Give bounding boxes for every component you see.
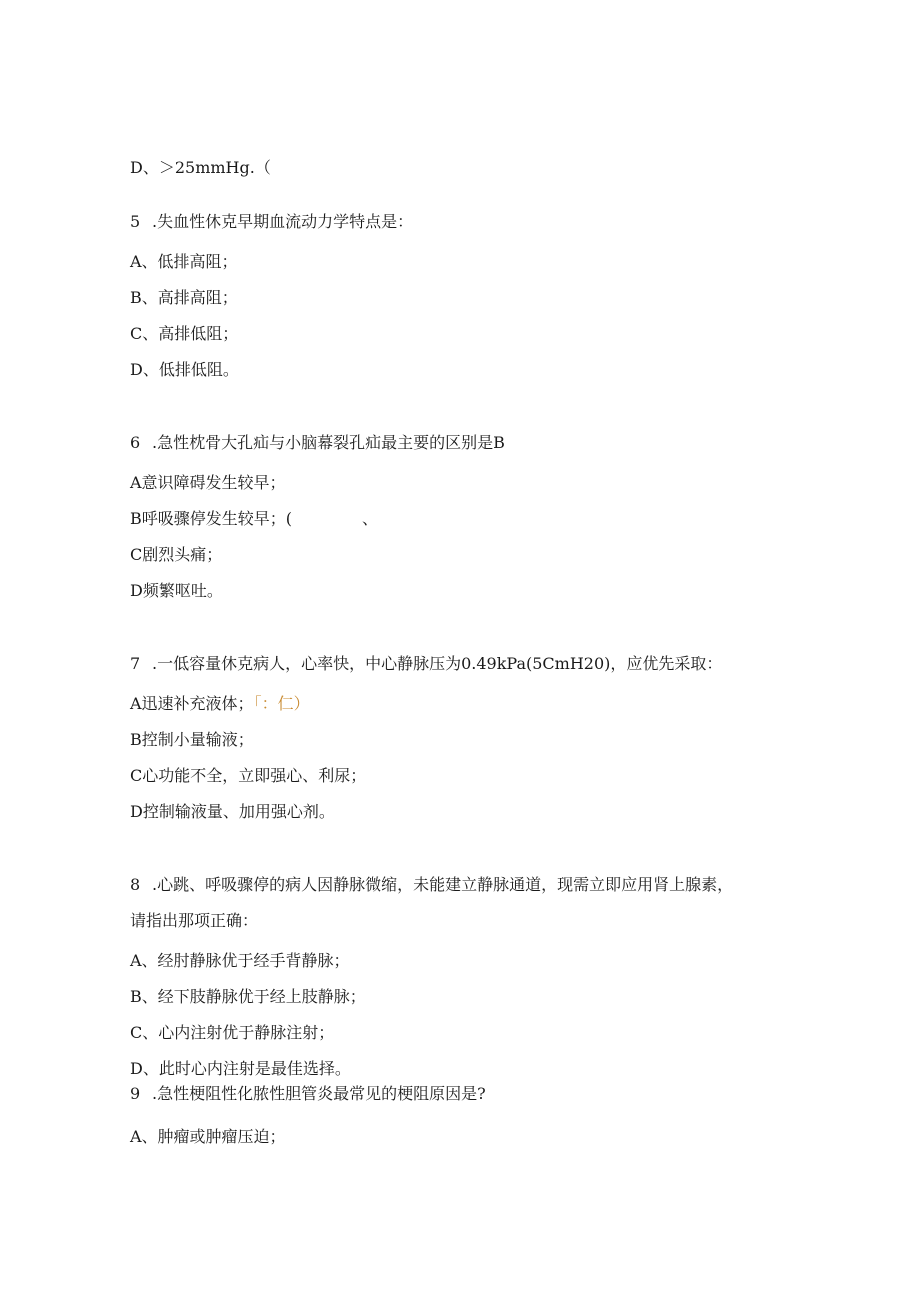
question-5-option-b: B、高排高阻； — [130, 288, 238, 307]
question-7-option-c: C心功能不全，立即强心、利尿； — [130, 766, 367, 785]
question-8-option-d: D、此时心内注射是最佳选择。 — [130, 1059, 351, 1078]
question-text: .急性梗阻性化脓性胆管炎最常见的梗阻原因是? — [152, 1084, 486, 1103]
option-mark: 、 — [362, 509, 379, 528]
question-6-option-c: C剧烈头痛； — [130, 545, 223, 564]
question-6-stem — [130, 433, 505, 453]
question-number: 5 — [130, 212, 141, 231]
question-text: .心跳、呼吸骤停的病人因静脉微缩，未能建立静脉通道，现需立即应用肾上腺素， — [152, 875, 734, 894]
question-5-option-d: D、低排低阻。 — [130, 360, 239, 379]
question-text: .一低容量休克病人，心率快，中心静脉压为0.49kPa(5CmH20)，应优先采取： — [152, 654, 723, 673]
question-number: 7 — [130, 654, 141, 673]
question-number: 8 — [130, 875, 141, 894]
question-4-option-d: D、＞25mmHg.（ — [130, 158, 271, 177]
question-5-stem — [130, 212, 413, 232]
question-7-option-d: D控制输液量、加用强心剂。 — [130, 802, 335, 821]
question-6-option-d: D频繁呕吐。 — [130, 581, 223, 600]
question-8-option-a: A、经肘静脉优于经手背静脉； — [130, 951, 350, 970]
option-text: B呼吸骤停发生较早；( — [130, 509, 293, 528]
question-number: 9 — [130, 1084, 141, 1103]
question-5-option-a: A、低排高阻； — [130, 252, 238, 271]
question-8-stem-line2: 请指出那项正确： — [130, 911, 259, 930]
question-6-option-b — [130, 509, 378, 529]
question-7-stem — [130, 654, 722, 674]
question-8-option-b: B、经下肢静脉优于经上肢静脉； — [130, 987, 366, 1006]
question-7-option-b: B控制小量输液； — [130, 730, 254, 749]
question-8-option-c: C、心内注射优于静脉注射； — [130, 1023, 335, 1042]
question-5-option-c: C、高排低阻； — [130, 324, 239, 343]
question-text: .失血性休克早期血流动力学特点是： — [152, 212, 414, 231]
question-text: .急性枕骨大孔疝与小脑幕裂孔疝最主要的区别是B — [152, 433, 505, 452]
question-9-stem — [130, 1084, 486, 1104]
question-8-stem-line1 — [130, 875, 733, 895]
question-7-option-a — [130, 694, 310, 714]
question-6-option-a: A意识障碍发生较早； — [130, 473, 286, 492]
question-number: 6 — [130, 433, 141, 452]
option-text: A迅速补充液体； — [130, 694, 254, 713]
question-9-option-a: A、肿瘤或肿瘤压迫； — [130, 1127, 286, 1146]
margin-note: 「：仁） — [253, 694, 310, 713]
